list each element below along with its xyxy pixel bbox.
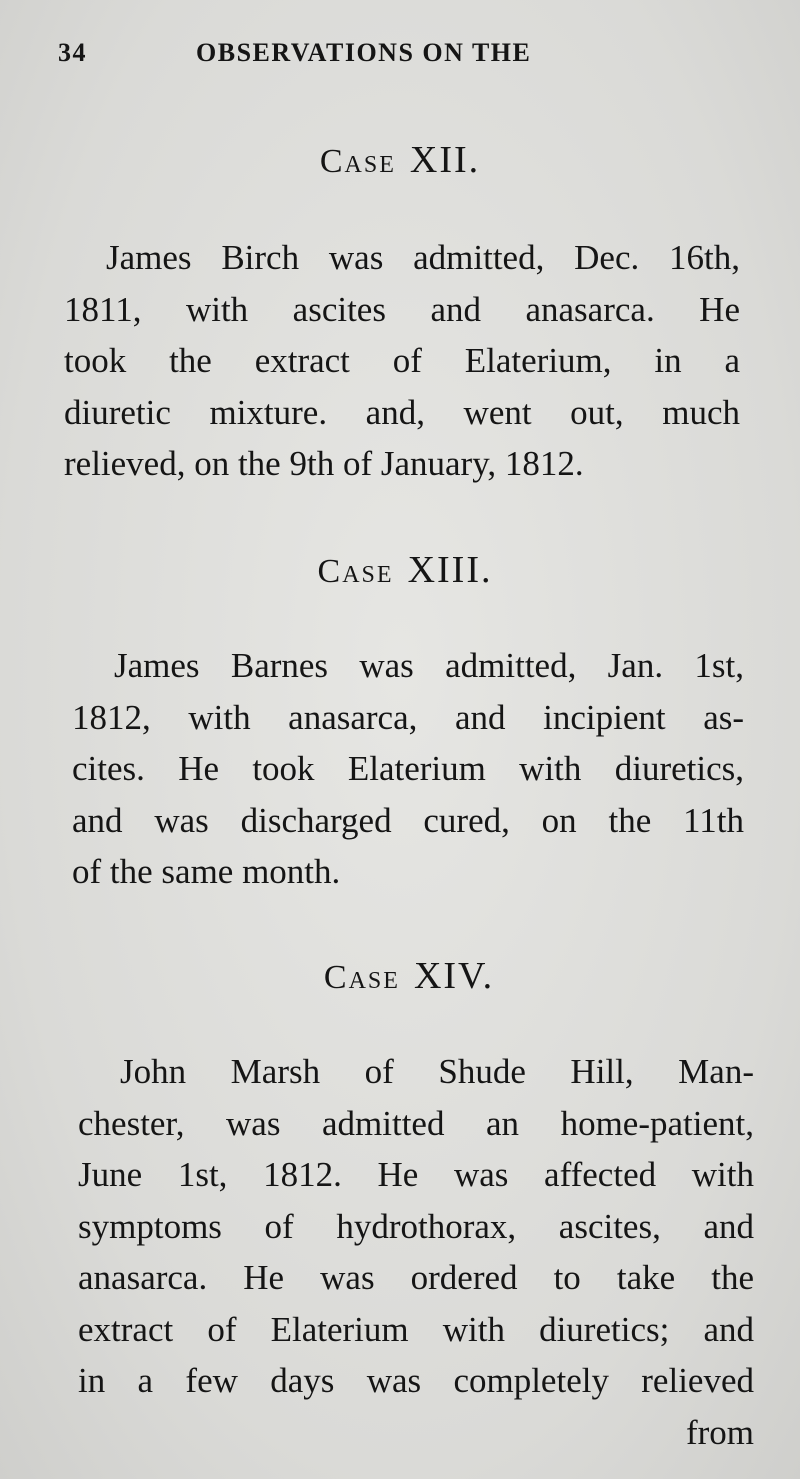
case-heading-xii — [0, 138, 800, 182]
text-line: in a few days was completely relieved — [78, 1361, 754, 1400]
case-heading-word: Case — [319, 143, 396, 180]
text-line: diuretic mixture. and, went out, much — [64, 392, 740, 432]
text-line: chester, was admitted an home-patient, — [78, 1103, 754, 1143]
text-line: and was discharged cured, on the 11th — [72, 800, 744, 840]
text-line: James Barnes was admitted, Jan. 1st, — [114, 646, 744, 685]
text-line: 1812, with anasarca, and incipient as- — [72, 697, 744, 737]
case-xiv-text — [78, 1046, 754, 1458]
case-heading-numeral: XII. — [409, 139, 481, 181]
running-head-title: OBSERVATIONS ON THE — [196, 38, 532, 67]
case-heading-xiii — [10, 548, 800, 592]
case-xiii-text — [72, 640, 744, 898]
text-line: extract of Elaterium with diuretics; and — [78, 1309, 754, 1349]
case-heading-word: Case — [317, 553, 394, 590]
text-line: of the same month. — [72, 852, 341, 891]
text-line: James Birch was admitted, Dec. 16th, — [106, 238, 740, 277]
running-head — [58, 38, 760, 78]
case-heading-numeral: XIV. — [413, 955, 495, 997]
page-number: 34 — [58, 38, 87, 67]
case-heading-word: Case — [323, 959, 400, 996]
text-line: cites. He took Elaterium with diuretics, — [72, 749, 744, 788]
text-line: 1811, with ascites and anasarca. He — [64, 289, 740, 329]
case-xii-text — [64, 232, 740, 490]
text-line: took the extract of Elaterium, in a — [64, 341, 740, 380]
text-line: symptoms of hydrothorax, ascites, and — [78, 1206, 754, 1246]
case-heading-xiv — [18, 954, 800, 998]
text-line: June 1st, 1812. He was affected with — [78, 1155, 754, 1194]
text-line: relieved, on the 9th of January, 1812. — [64, 444, 584, 483]
text-line: John Marsh of Shude Hill, Man- — [120, 1052, 754, 1091]
text-line: anasarca. He was ordered to take the — [78, 1258, 754, 1297]
case-heading-numeral: XIII. — [407, 549, 493, 591]
catchword: from — [685, 1412, 754, 1452]
